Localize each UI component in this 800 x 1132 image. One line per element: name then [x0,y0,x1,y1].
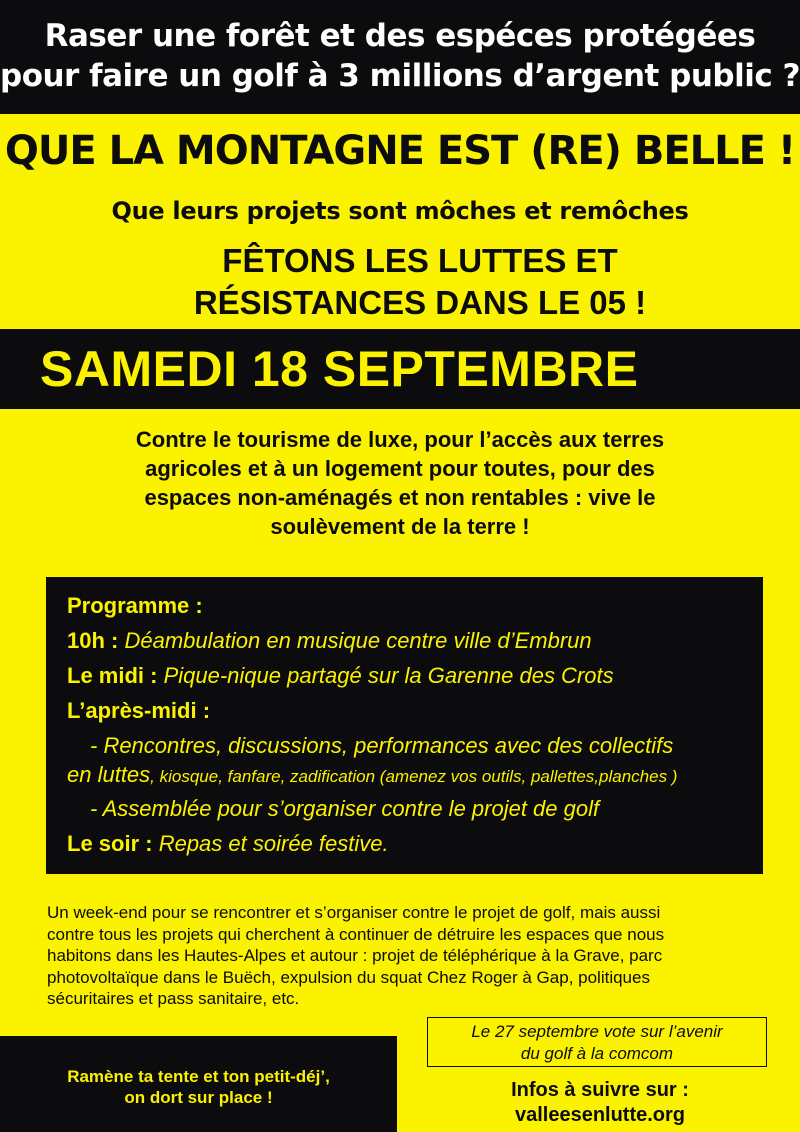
manifesto-line: soulèvement de la terre ! [270,514,530,539]
programme-item-text: Pique-nique partagé sur la Garenne des Crots [163,663,614,688]
programme-afternoon-text: en luttes [67,762,151,787]
programme-item-label: 10h : [67,628,119,653]
event-date: SAMEDI 18 SEPTEMBRE [40,341,639,397]
weekend-line: Un week-end pour se rencontrer et s’organiser contre le projet de golf, mais aussi [47,903,661,922]
infos-website-link[interactable]: valleesenlutte.org [514,1104,686,1126]
weekend-paragraph [47,902,763,1010]
programme-afternoon-small-text: , kiosque, fanfare, zadification (amenez vos outils, pallettes,planches ) [150,767,678,786]
programme-item-apres-midi [67,698,210,724]
programme-afternoon-text: - Assemblée pour s’organiser contre le projet de golf [90,796,600,821]
weekend-line: photovoltaïque dans le Buëch, expulsion du squat Chez Roger à Gap, politiques [47,967,650,987]
programme-afternoon-text: - Rencontres, discussions, performances avec des collectifs [90,733,674,758]
headline: QUE LA MONTAGNE EST (RE) BELLE ! [4,128,796,174]
programme-box [46,577,763,874]
date-band [0,329,800,409]
sub-headline: Que leurs projets sont môches et remôches [111,197,689,225]
programme-title-text: Programme : [67,593,203,618]
fetons-heading [0,240,800,324]
weekend-line: sécuritaires et pass sanitaire, etc. [47,989,300,1008]
fetons-line-2: RÉSISTANCES DANS LE 05 ! [193,284,647,321]
infos-block [455,1078,745,1128]
weekend-line: habitons dans les Hautes-Alpes et autour : projet de téléphérique à la Grave, parc [47,946,663,965]
vote-note-line-2: du golf à la comcom [520,1044,674,1063]
programme-item-text: Repas et soirée festive. [158,831,389,856]
vote-note-line-1: Le 27 septembre vote sur l’avenir [471,1022,723,1041]
top-banner-line-1: Raser une forêt et des espéces protégées [44,18,756,54]
vote-note-box [427,1017,767,1067]
top-banner [0,0,800,114]
programme-item-soir [67,831,389,857]
programme-item-label: L’après-midi : [67,698,211,723]
programme-title [67,593,203,619]
programme-item-10h [67,628,592,654]
programme-afternoon-line-1 [90,733,673,759]
programme-item-label: Le soir : [67,831,153,856]
fetons-line-1: FÊTONS LES LUTTES ET [222,242,618,279]
camping-box [0,1036,397,1132]
programme-item-text: Déambulation en musique centre ville d’Embrun [124,628,592,653]
infos-line-1: Infos à suivre sur : [511,1079,689,1101]
programme-afternoon-line-2 [67,762,677,788]
weekend-line: contre tous les projets qui cherchent à continuer de détruire les espaces que nous [47,924,665,944]
programme-item-midi [67,663,614,689]
camping-line-2: on dort sur place ! [124,1088,273,1107]
manifesto [30,425,770,541]
programme-afternoon-line-3 [90,796,599,822]
camping-line-1: Ramène ta tente et ton petit-déj’, [67,1067,330,1086]
top-banner-line-2: pour faire un golf à 3 millions d’argent public ? [0,58,800,94]
manifesto-line: Contre le tourisme de luxe, pour l’accès aux terres [135,427,665,452]
manifesto-line: agricoles et à un logement pour toutes, pour des [145,456,655,481]
programme-item-label: Le midi : [67,663,158,688]
manifesto-line: espaces non-aménagés et non rentables : vive le [144,485,656,510]
